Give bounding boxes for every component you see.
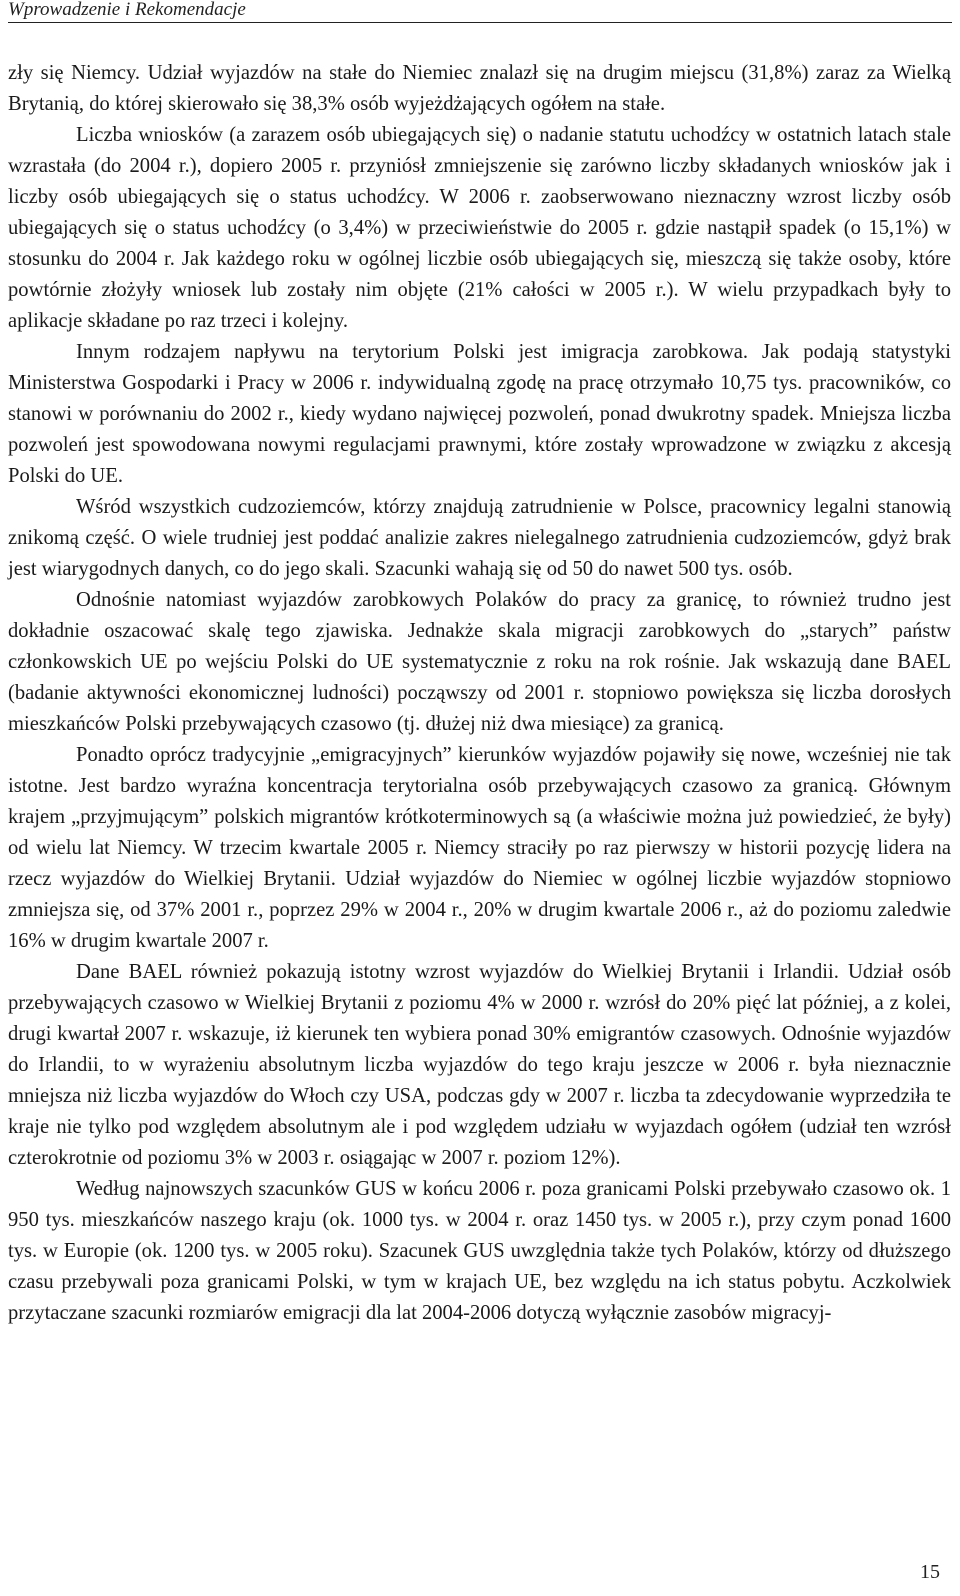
running-header-title: Wprowadzenie i Rekomendacje	[8, 0, 246, 20]
paragraph-8: Według najnowszych szacunków GUS w końcu 2006 r. poza granicami Polski przebywało czasowo ok. 1 950 tys. mieszkańców naszego kraju (ok. 1000 tys. w 2004 r. oraz 1450 tys. w 2005 r.), przy czym ponad 1600 tys. w Europie (ok. 1200 tys. w 2005 roku). Szacunek GUS uwzględnia także tych Polaków, którzy od dłuższego czasu przebywali poza granicami Polski, w tym w krajach UE, bez względu na ich status pobytu. Aczkolwiek przytaczane szacunki rozmiarów emigracji dla lat 2004-2006 dotyczą wyłącznie zasobów migracyj-	[8, 1178, 951, 1324]
paragraph-1: zły się Niemcy. Udział wyjazdów na stałe do Niemiec znalazł się na drugim miejscu (31,8%) zaraz za Wielką Brytanią, do której skierowało się 38,3% osób wyjeżdżających ogółem na stałe.	[8, 62, 951, 115]
paragraph-6: Ponadto oprócz tradycyjnie „emigracyjnych” kierunków wyjazdów pojawiły się nowe, wcześniej nie tak istotne. Jest bardzo wyraźna koncentracja terytorialna osób przebywających czasowo za granicą. Głównym krajem „przyjmującym” polskich migrantów krótkoterminowych są (a właściwie można już powiedzieć, że były) od wielu lat Niemcy. W trzecim kwartale 2005 r. Niemcy straciły po raz pierwszy w historii pozycję lidera na rzecz wyjazdów do Wielkiej Brytanii. Udział wyjazdów do Niemiec w ogólnej liczbie wyjazdów stopniowo zmniejsza się, od 37% 2001 r., poprzez 29% w 2004 r., 20% w drugim kwartale 2006 r., aż do poziomu zaledwie 16% w drugim kwartale 2007 r.	[8, 744, 951, 952]
body-text	[8, 58, 951, 1329]
page-number: 15	[920, 1561, 940, 1583]
paragraph-7: Dane BAEL również pokazują istotny wzrost wyjazdów do Wielkiej Brytanii i Irlandii. Udział osób przebywających czasowo w Wielkiej Brytanii z poziomu 4% w 2000 r. wzrósł do 20% pięć lat później, a z kolei, drugi kwartał 2007 r. wskazuje, iż kierunek ten wybiera ponad 30% emigrantów czasowych. Odnośnie wyjazdów do Irlandii, to w wyrażeniu absolutnym liczba wyjazdów do tego kraju jeszcze w 2006 r. była nieznacznie mniejsza niż liczba wyjazdów do Włoch czy USA, podczas gdy w 2007 r. liczba ta zdecydowanie wyprzedziła te kraje nie tylko pod względem absolutnym ale i pod względem udziału w wyjazdach ogółem (udział ten wzrósł czterokrotnie od poziomu 3% w 2003 r. osiągając w 2007 r. poziom 12%).	[8, 961, 951, 1169]
paragraph-3: Innym rodzajem napływu na terytorium Polski jest imigracja zarobkowa. Jak podają statystyki Ministerstwa Gospodarki i Pracy w 2006 r. indywidualną zgodę na pracę otrzymało 10,75 tys. pracowników, co stanowi w porównaniu do 2002 r., kiedy wydano najwięcej pozwoleń, ponad dwukrotny spadek. Mniejsza liczba pozwoleń jest spowodowana nowymi regulacjami prawnymi, które zostały wprowadzone w związku z akcesją Polski do UE.	[8, 341, 951, 487]
paragraph-4: Wśród wszystkich cudzoziemców, którzy znajdują zatrudnienie w Polsce, pracownicy legalni stanowią znikomą część. O wiele trudniej jest poddać analizie zakres nielegalnego zatrudnienia cudzoziemców, gdyż brak jest wiarygodnych danych, co do jego skali. Szacunki wahają się od 50 do nawet 500 tys. osób.	[8, 496, 951, 580]
paragraph-5: Odnośnie natomiast wyjazdów zarobkowych Polaków do pracy za granicę, to również trudno jest dokładnie oszacować skalę tego zjawiska. Jednakże skala migracji zarobkowych do „starych” państw członkowskich UE po wejściu Polski do UE systematycznie z roku na rok rośnie. Jak wskazują dane BAEL (badanie aktywności ekonomicznej ludności) począwszy od 2001 r. stopniowo powiększa się liczba dorosłych mieszkańców Polski przebywających czasowo (tj. dłużej niż dwa miesiące) za granicą.	[8, 589, 951, 735]
running-header	[8, 0, 952, 23]
paragraph-2: Liczba wniosków (a zarazem osób ubiegających się) o nadanie statutu uchodźcy w ostatnich latach stale wzrastała (do 2004 r.), dopiero 2005 r. przyniósł zmniejszenie się zarówno liczby składanych wniosków jak i liczby osób ubiegających się o status uchodźcy. W 2006 r. zaobserwowano nieznaczny wzrost liczby osób ubiegających się o status uchodźcy (o 3,4%) w przeciwieństwie do 2005 r. gdzie nastąpił spadek (o 15,1%) w stosunku do 2004 r. Jak każdego roku w ogólnej liczbie osób ubiegających się, mieszczą się także osoby, które powtórnie złożyły wniosek lub zostały nim objęte (21% całości w 2005 r.). W wielu przypadkach były to aplikacje składane po raz trzeci i kolejny.	[8, 124, 951, 332]
